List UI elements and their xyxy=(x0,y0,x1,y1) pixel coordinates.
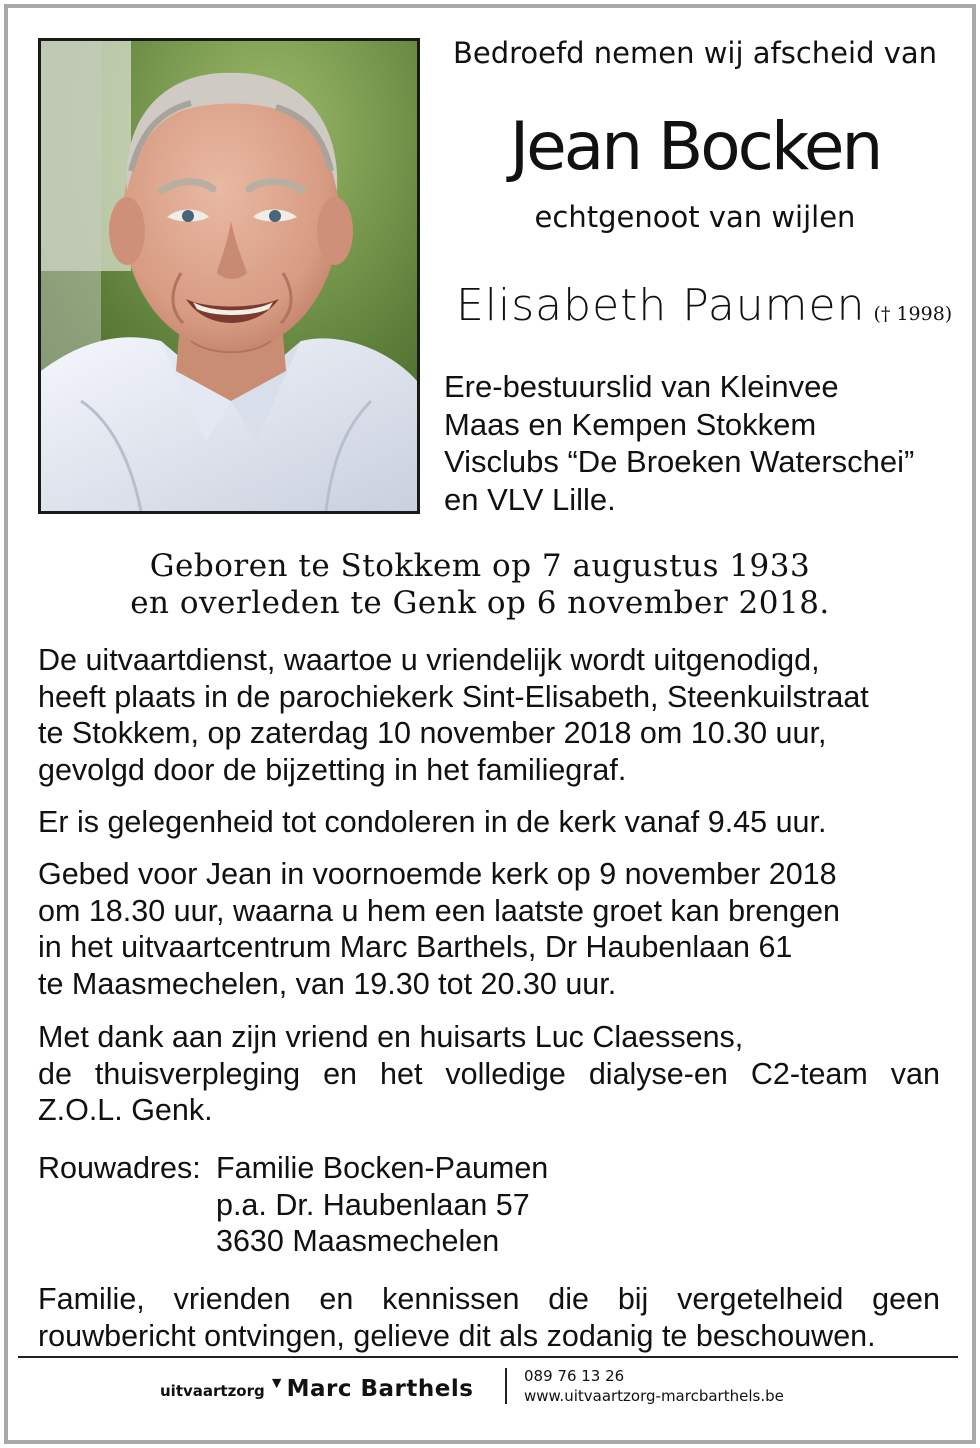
footer-contact xyxy=(524,1366,784,1406)
footer-separator xyxy=(505,1368,507,1404)
role-line: en VLV Lille. xyxy=(444,481,616,517)
paragraph-line: rouwbericht ontvingen, gelieve dit als zodanig te beschouwen. xyxy=(38,1318,876,1353)
spouse-death-note: († 1998) xyxy=(873,303,953,325)
roles-block xyxy=(444,368,914,518)
paragraph-line: Z.O.L. Genk. xyxy=(38,1093,213,1127)
triangle-icon: ▼ xyxy=(268,1375,285,1392)
address-line: 3630 Maasmechelen xyxy=(216,1224,500,1258)
role-line: Maas en Kempen Stokkem xyxy=(444,406,817,442)
paragraph-line: Er is gelegenheid tot condoleren in de kerk vanaf 9.45 uur. xyxy=(38,805,827,839)
birth-death-block xyxy=(30,548,930,622)
paragraph-line: Familie, vrienden en kennissen die bij vergetelheid geen xyxy=(38,1282,940,1316)
condolence-paragraph xyxy=(38,804,940,841)
funeral-paragraph xyxy=(38,642,940,788)
paragraph-line: Gebed voor Jean in voornoemde kerk op 9 november 2018 xyxy=(38,857,837,891)
footer-website[interactable]: www.uitvaartzorg-marcbarthels.be xyxy=(524,1387,784,1405)
paragraph-line: te Stokkem, op zaterdag 10 november 2018 om 10.30 uur, xyxy=(38,716,827,750)
death-line: en overleden te Genk op 6 november 2018. xyxy=(130,585,830,621)
brand-prefix: uitvaartzorg xyxy=(160,1382,265,1400)
footer-phone: 089 76 13 26 xyxy=(524,1367,625,1385)
mourning-address xyxy=(38,1150,548,1260)
prayer-paragraph xyxy=(38,856,940,1002)
spouse-name: Elisabeth Paumen xyxy=(456,280,866,331)
funeral-home-logo xyxy=(160,1376,473,1402)
address-line: Familie Bocken-Paumen xyxy=(216,1151,549,1185)
intro-text: Bedroefd nemen wij afscheid van xyxy=(452,36,938,70)
paragraph-line: gevolgd door de bijzetting in het familiegraf. xyxy=(38,752,627,787)
brand-name: Marc Barthels xyxy=(286,1376,474,1402)
notice-paragraph xyxy=(38,1281,940,1354)
address-label: Rouwadres: xyxy=(38,1151,201,1185)
address-line: p.a. Dr. Haubenlaan 57 xyxy=(216,1187,530,1222)
role-line: Visclubs “De Broeken Waterschei” xyxy=(444,444,915,479)
paragraph-line: De uitvaartdienst, waartoe u vriendelijk wordt uitgenodigd, xyxy=(38,643,820,677)
paragraph-line: de thuisverpleging en het volledige dialyse-en C2-team van xyxy=(38,1056,940,1091)
paragraph-line: om 18.30 uur, waarna u hem een laatste groet kan brengen xyxy=(38,893,841,928)
thanks-paragraph xyxy=(38,1019,940,1129)
paragraph-line: te Maasmechelen, van 19.30 tot 20.30 uur. xyxy=(38,966,617,1001)
footer-divider xyxy=(18,1356,958,1358)
paragraph-line: heeft plaats in de parochiekerk Sint-Elisabeth, Steenkuilstraat xyxy=(38,679,869,714)
portrait-photo xyxy=(38,38,420,514)
portrait-illustration xyxy=(41,41,417,511)
spouse-line xyxy=(456,280,952,331)
paragraph-line: in het uitvaartcentrum Marc Barthels, Dr Haubenlaan 61 xyxy=(38,930,793,964)
deceased-name: Jean Bocken xyxy=(509,108,881,185)
birth-line: Geboren te Stokkem op 7 augustus 1933 xyxy=(149,548,811,584)
paragraph-line: Met dank aan zijn vriend en huisarts Luc Claessens, xyxy=(38,1020,744,1054)
relation-text: echtgenoot van wijlen xyxy=(534,200,856,234)
role-line: Ere-bestuurslid van Kleinvee xyxy=(444,369,839,404)
